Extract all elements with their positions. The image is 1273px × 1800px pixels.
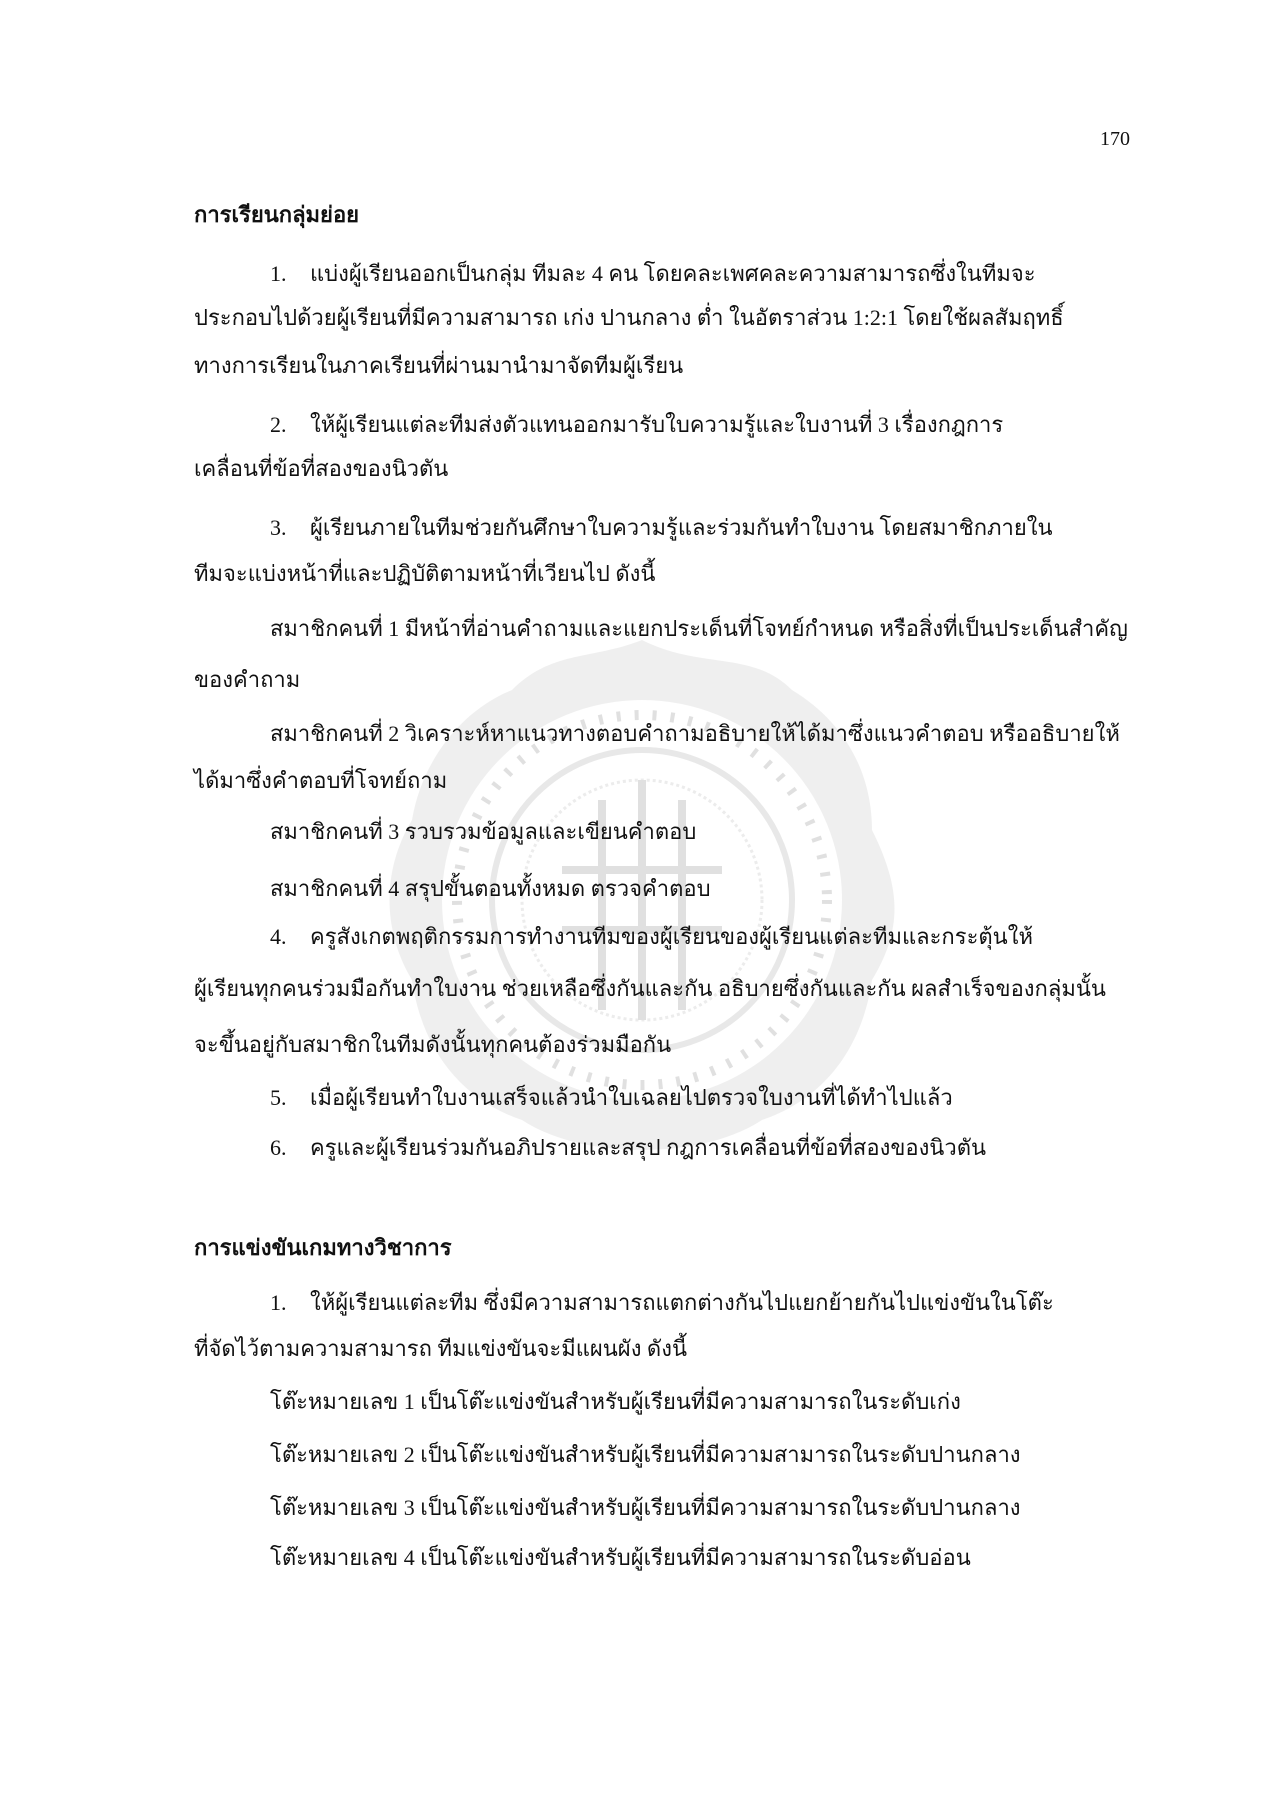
line-text: สมาชิกคนที่ 3 รวบรวมข้อมูลและเขียนคำตอบ: [270, 819, 697, 844]
line-text: สมาชิกคนที่ 4 สรุปขั้นตอนทั้งหมด ตรวจคำตอบ: [270, 876, 711, 901]
line-text: ทางการเรียนในภาคเรียนที่ผ่านมานำมาจัดทีมผู้เรียน: [194, 353, 684, 378]
line-text: โต๊ะหมายเลข 2 เป็นโต๊ะแข่งขันสำหรับผู้เรียนที่มีความสามารถในระดับปานกลาง: [270, 1442, 1021, 1467]
paragraph-line: [194, 351, 683, 381]
line-text: โต๊ะหมายเลข 4 เป็นโต๊ะแข่งขันสำหรับผู้เรียนที่มีความสามารถในระดับอ่อน: [270, 1545, 971, 1570]
line-text: ของคำถาม: [194, 667, 301, 692]
paragraph-line: [270, 1543, 971, 1573]
item-number: 2.: [270, 412, 287, 437]
paragraph-line: [270, 1493, 1021, 1523]
numbered-item: [270, 1083, 953, 1113]
paragraph-line: [194, 1334, 687, 1364]
paragraph-line: [270, 719, 1120, 749]
item-number: 4.: [270, 924, 287, 949]
paragraph-line: [194, 454, 448, 484]
numbered-item: [270, 513, 1053, 543]
item-number: 1.: [270, 261, 287, 286]
line-text: แบ่งผู้เรียนออกเป็นกลุ่ม ทีมละ 4 คน โดยคละเพศคละความสามารถซึ่งในทีมจะ: [310, 261, 1036, 286]
line-text: ที่จัดไว้ตามความสามารถ ทีมแข่งขันจะมีแผนผัง ดังนี้: [194, 1336, 688, 1361]
line-text: สมาชิกคนที่ 2 วิเคราะห์หาแนวทางตอบคำถามอธิบายให้ได้มาซึ่งแนวคำตอบ หรืออธิบายให้: [270, 721, 1120, 746]
numbered-item: [270, 1288, 1054, 1318]
numbered-item: [270, 922, 1033, 952]
paragraph-line: [270, 614, 1128, 644]
numbered-item: [270, 259, 1036, 289]
item-number: 5.: [270, 1085, 287, 1110]
line-text: ประกอบไปด้วยผู้เรียนที่มีความสามารถ เก่ง ปานกลาง ต่ำ ในอัตราส่วน 1:2:1 โดยใช้ผลสัมฤทธิ์: [194, 305, 1064, 330]
paragraph-line: [194, 303, 1064, 333]
line-text: ผู้เรียนภายในทีมช่วยกันศึกษาใบความรู้และร่วมกันทำใบงาน โดยสมาชิกภายใน: [310, 515, 1053, 540]
paragraph-line: [270, 1387, 961, 1417]
numbered-item: [270, 410, 1003, 440]
line-text: ผู้เรียนทุกคนร่วมมือกันทำใบงาน ช่วยเหลือซึ่งกันและกัน อธิบายซึ่งกันและกัน ผลสำเร็จของกลุ่มนั้น: [194, 976, 1106, 1001]
paragraph-line: [270, 817, 696, 847]
paragraph-line: [270, 874, 711, 904]
paragraph-line: [270, 1440, 1021, 1470]
line-text: ให้ผู้เรียนแต่ละทีมส่งตัวแทนออกมารับใบความรู้และใบงานที่ 3 เรื่องกฎการ: [310, 412, 1004, 437]
page-number: 170: [1100, 128, 1130, 150]
line-text: โต๊ะหมายเลข 1 เป็นโต๊ะแข่งขันสำหรับผู้เรียนที่มีความสามารถในระดับเก่ง: [270, 1389, 961, 1414]
line-text: สมาชิกคนที่ 1 มีหน้าที่อ่านคำถามและแยกประเด็นที่โจทย์กำหนด หรือสิ่งที่เป็นประเด็นสำคัญ: [270, 616, 1128, 641]
paragraph-line: [194, 974, 1106, 1004]
paragraph-line: [194, 766, 447, 796]
item-number: 1.: [270, 1290, 287, 1315]
line-text: เคลื่อนที่ข้อที่สองของนิวตัน: [194, 456, 449, 481]
line-text: เมื่อผู้เรียนทำใบงานเสร็จแล้วนำใบเฉลยไปตรวจใบงานที่ได้ทำไปแล้ว: [310, 1085, 953, 1110]
paragraph-line: [194, 1030, 671, 1060]
line-text: ครูและผู้เรียนร่วมกันอภิปรายและสรุป กฎการเคลื่อนที่ข้อที่สองของนิวตัน: [310, 1135, 987, 1160]
paragraph-line: [194, 559, 655, 589]
line-text: จะขึ้นอยู่กับสมาชิกในทีมดังนั้นทุกคนต้องร่วมมือกัน: [194, 1032, 672, 1057]
line-text: โต๊ะหมายเลข 3 เป็นโต๊ะแข่งขันสำหรับผู้เรียนที่มีความสามารถในระดับปานกลาง: [270, 1495, 1021, 1520]
line-text: ให้ผู้เรียนแต่ละทีม ซึ่งมีความสามารถแตกต่างกันไปแยกย้ายกันไปแข่งขันในโต๊ะ: [310, 1290, 1054, 1315]
numbered-item: [270, 1133, 986, 1163]
section-heading: การเรียนกลุ่มย่อย: [194, 202, 360, 227]
section-heading: การแข่งขันเกมทางวิชาการ: [194, 1235, 452, 1260]
item-number: 6.: [270, 1135, 287, 1160]
line-text: ครูสังเกตพฤติกรรมการทำงานทีมของผู้เรียนของผู้เรียนแต่ละทีมและกระตุ้นให้: [310, 924, 1033, 949]
line-text: ทีมจะแบ่งหน้าที่และปฏิบัติตามหน้าที่เวียนไป ดังนี้: [194, 561, 656, 586]
item-number: 3.: [270, 515, 287, 540]
paragraph-line: [194, 665, 300, 695]
line-text: ได้มาซึ่งคำตอบที่โจทย์ถาม: [194, 768, 448, 793]
